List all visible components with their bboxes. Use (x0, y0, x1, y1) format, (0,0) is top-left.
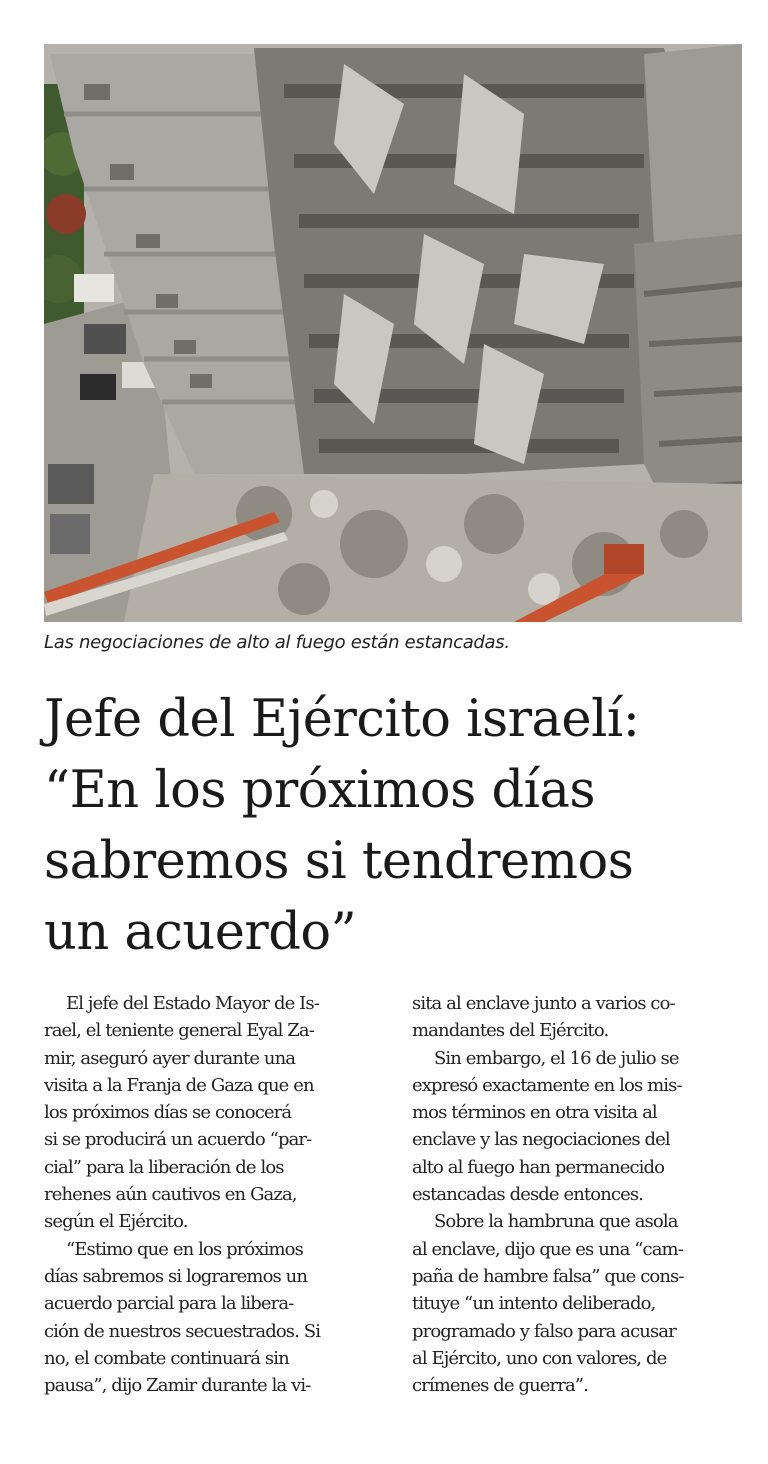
news-photo (44, 44, 742, 622)
text-line: programado y falso para acusar (412, 1320, 676, 1342)
text-line: visita a la Franja de Gaza que en (44, 1074, 314, 1096)
text-line: enclave y las negociaciones del (412, 1129, 670, 1151)
headline-line-1: Jefe del Ejército israelí: (44, 690, 640, 749)
paragraph-2 (44, 1236, 380, 1400)
text-line: al Ejército, uno con valores, de (412, 1347, 667, 1369)
collapsed-building-image (44, 44, 742, 622)
text-line: cial” para la liberación de los (44, 1156, 284, 1178)
text-line: sita al enclave junto a varios co- (412, 993, 675, 1014)
text-line: rael, el teniente general Eyal Za- (44, 1020, 314, 1042)
text-line: al enclave, dijo que es una “cam- (412, 1238, 683, 1260)
text-line: expresó exactamente en los mis- (412, 1074, 682, 1096)
text-line: acuerdo parcial para la libera- (44, 1293, 294, 1315)
text-line: según el Ejército. (44, 1211, 188, 1233)
text-line: crímenes de guerra”. (412, 1375, 588, 1397)
text-line: alto al fuego han permanecido (412, 1156, 665, 1178)
photo-caption: Las negociaciones de alto al fuego están estancadas. (44, 632, 510, 653)
text-line: si se producirá un acuerdo “par- (44, 1129, 312, 1151)
text-line: mos términos en otra visita al (412, 1102, 657, 1124)
text-line: tituye “un intento deliberado, (412, 1293, 656, 1315)
headline-line-3: sabremos si tendremos (44, 832, 634, 891)
headline-line-2: “En los próximos días (44, 761, 596, 820)
headline-line-4: un acuerdo” (44, 903, 357, 962)
text-line: “Estimo que en los próximos (66, 1238, 303, 1260)
paragraph-3 (412, 1045, 748, 1209)
text-line: los próximos días se conocerá (44, 1102, 292, 1124)
text-line: estancadas desde entonces. (412, 1184, 643, 1206)
paragraph-1 (44, 990, 380, 1236)
article-column-left (44, 990, 380, 1399)
text-line: días sabremos si lograremos un (44, 1265, 308, 1287)
paragraph-4 (412, 1208, 748, 1399)
text-line: rehenes aún cautivos en Gaza, (44, 1184, 297, 1206)
article-column-right (412, 990, 748, 1399)
text-line: Sin embargo, el 16 de julio se (434, 1047, 679, 1069)
text-line: Sobre la hambruna que asola (434, 1211, 678, 1233)
text-line: pausa”, dijo Zamir durante la vi- (44, 1375, 311, 1397)
text-line: ción de nuestros secuestrados. Si (44, 1320, 321, 1342)
text-line: mandantes del Ejército. (412, 1020, 609, 1042)
paragraph-2-continued (412, 990, 748, 1045)
headline (44, 684, 756, 968)
text-line: paña de hambre falsa” que cons- (412, 1265, 684, 1287)
text-line: no, el combate continuará sin (44, 1347, 289, 1369)
text-line: El jefe del Estado Mayor de Is- (66, 993, 319, 1014)
text-line: mir, aseguró ayer durante una (44, 1047, 296, 1069)
